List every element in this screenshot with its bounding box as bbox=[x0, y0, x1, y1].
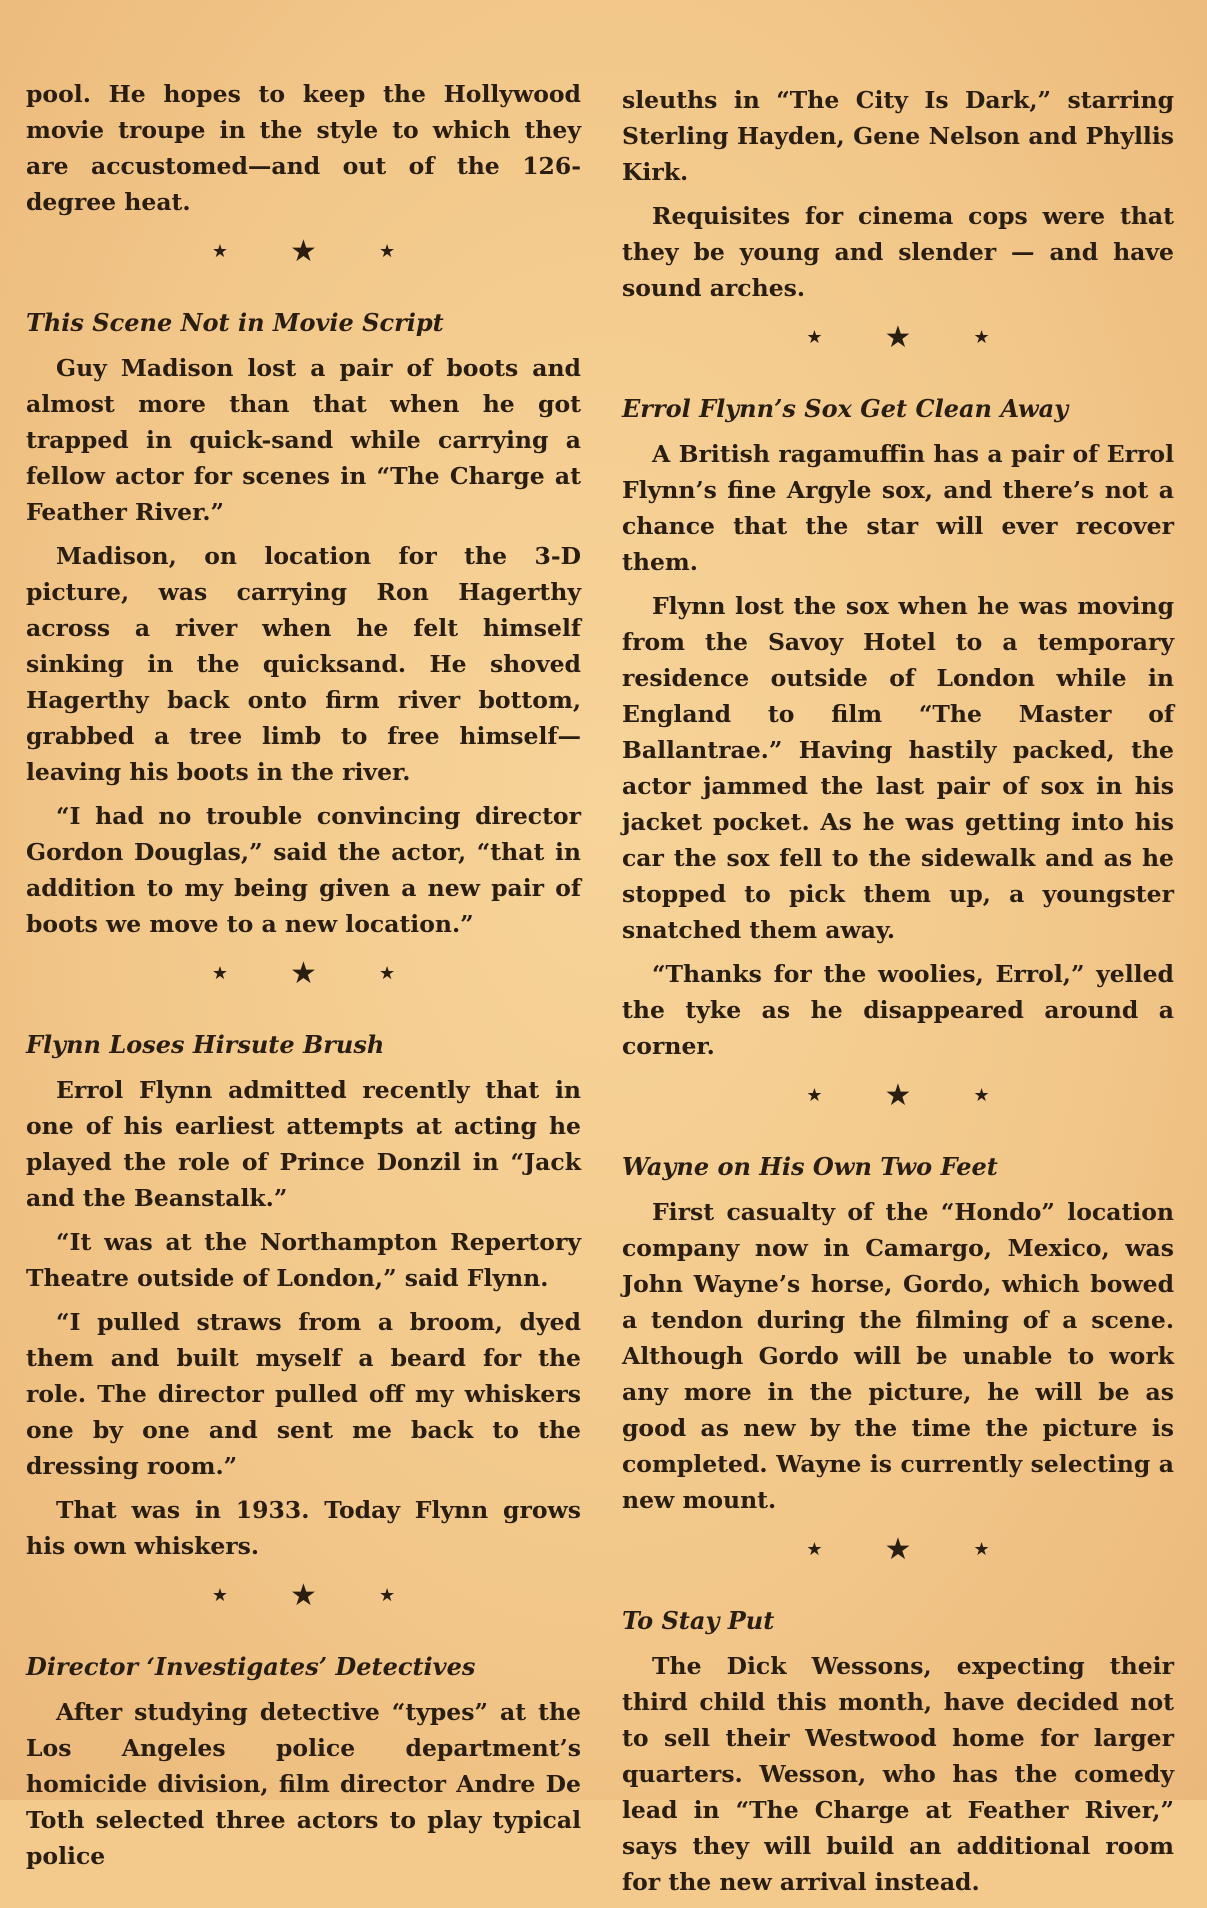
star-icon: ★ bbox=[290, 1578, 317, 1613]
star-divider bbox=[622, 314, 1174, 362]
star-icon: ★ bbox=[211, 241, 229, 262]
opening-paragraph: pool. He hopes to keep the Hollywood movie troupe in the style to which they are accustomed—and out of the 126-degree heat. bbox=[26, 80, 581, 216]
star-icon: ★ bbox=[378, 1585, 396, 1606]
star-icon: ★ bbox=[290, 234, 317, 269]
continued-paragraph: sleuths in “The City Is Dark,” starring Sterling Hayden, Gene Nelson and Phyllis Kirk. bbox=[622, 86, 1174, 186]
star-icon: ★ bbox=[973, 327, 990, 348]
article-paragraph: “Thanks for the woolies, Errol,” yelled the tyke as he disappeared around a corner. bbox=[622, 960, 1174, 1060]
star-icon: ★ bbox=[884, 1532, 912, 1567]
article-paragraph: A British ragamuffin has a pair of Errol Flynn’s fine Argyle sox, and there’s not a chance that the star will ever recover them. bbox=[622, 440, 1174, 576]
star-icon: ★ bbox=[378, 963, 396, 984]
star-icon: ★ bbox=[806, 1085, 823, 1106]
star-icon: ★ bbox=[973, 1539, 990, 1560]
article-paragraph: Madison, on location for the 3-D picture, was carrying Ron Hagerthy across a river when he felt himself sinking in the quicksand. He shoved Hagerthy back onto firm river bottom, grabbed a tree limb to free himself—leaving his boots in the river. bbox=[26, 542, 581, 786]
star-icon: ★ bbox=[211, 1585, 229, 1606]
right-column bbox=[622, 82, 1174, 1908]
article-paragraph: Flynn lost the sox when he was moving from the Savoy Hotel to a temporary residence outside of London while in England to film “The Master of Ballantrae.” Having hastily packed, the actor jammed the last pair of sox in his jacket pocket. As he was getting into his car the sox fell to the sidewalk and as he stopped to pick them up, a youngster snatched them away. bbox=[622, 592, 1174, 944]
article-title: This Scene Not in Movie Script bbox=[26, 308, 444, 337]
star-icon: ★ bbox=[884, 320, 912, 355]
article-paragraph: The Dick Wessons, expecting their third child this month, have decided not to sell their Westwood home for larger quarters. Wesson, who has the comedy lead in “The Charge at Feather River,” says they will build an additional room for the new arrival instead. bbox=[622, 1652, 1174, 1896]
article-paragraph: That was in 1933. Today Flynn grows his own whiskers. bbox=[26, 1496, 581, 1560]
article-paragraph: First casualty of the “Hondo” location company now in Camargo, Mexico, was John Wayne’s horse, Gordo, which bowed a tendon during the filming of a scene. Although Gordo will be unable to work any more in the picture, he will be as good as new by the time the picture is completed. Wayne is currently selecting a new mount. bbox=[622, 1198, 1174, 1514]
article-paragraph: “I pulled straws from a broom, dyed them and built myself a beard for the role. The director pulled off my whiskers one by one and sent me back to the dressing room.” bbox=[26, 1308, 581, 1480]
star-divider bbox=[26, 1572, 581, 1620]
article-paragraph: “It was at the Northampton Repertory Theatre outside of London,” said Flynn. bbox=[26, 1228, 581, 1292]
article-title: Errol Flynn’s Sox Get Clean Away bbox=[622, 394, 1069, 423]
article-title: Director ‘Investigates’ Detectives bbox=[26, 1652, 476, 1681]
article-title: Wayne on His Own Two Feet bbox=[622, 1152, 998, 1181]
article-paragraph: “I had no trouble convincing director Gordon Douglas,” said the actor, “that in addition to my being given a new pair of boots we move to a new location.” bbox=[26, 802, 581, 938]
star-icon: ★ bbox=[806, 1539, 823, 1560]
left-column bbox=[26, 76, 581, 1882]
star-icon: ★ bbox=[378, 241, 396, 262]
star-icon: ★ bbox=[973, 1085, 990, 1106]
article-paragraph: Guy Madison lost a pair of boots and almost more than that when he got trapped in quick-sand while carrying a fellow actor for scenes in “The Charge at Feather River.” bbox=[26, 354, 581, 526]
article-title: Flynn Loses Hirsute Brush bbox=[26, 1030, 385, 1059]
star-icon: ★ bbox=[290, 956, 317, 991]
star-icon: ★ bbox=[211, 963, 229, 984]
star-icon: ★ bbox=[884, 1078, 912, 1113]
article-paragraph: After studying detective “types” at the Los Angeles police department’s homicide division, film director Andre De Toth selected three actors to play typical police bbox=[26, 1698, 581, 1870]
continued-paragraph: Requisites for cinema cops were that they be young and slender — and have sound arches. bbox=[622, 202, 1174, 302]
star-divider bbox=[622, 1526, 1174, 1574]
star-divider bbox=[26, 228, 581, 276]
star-icon: ★ bbox=[806, 327, 823, 348]
star-divider bbox=[622, 1072, 1174, 1120]
article-title: To Stay Put bbox=[622, 1606, 775, 1635]
star-divider bbox=[26, 950, 581, 998]
article-paragraph: Errol Flynn admitted recently that in one of his earliest attempts at acting he played the role of Prince Donzil in “Jack and the Beanstalk.” bbox=[26, 1076, 581, 1212]
